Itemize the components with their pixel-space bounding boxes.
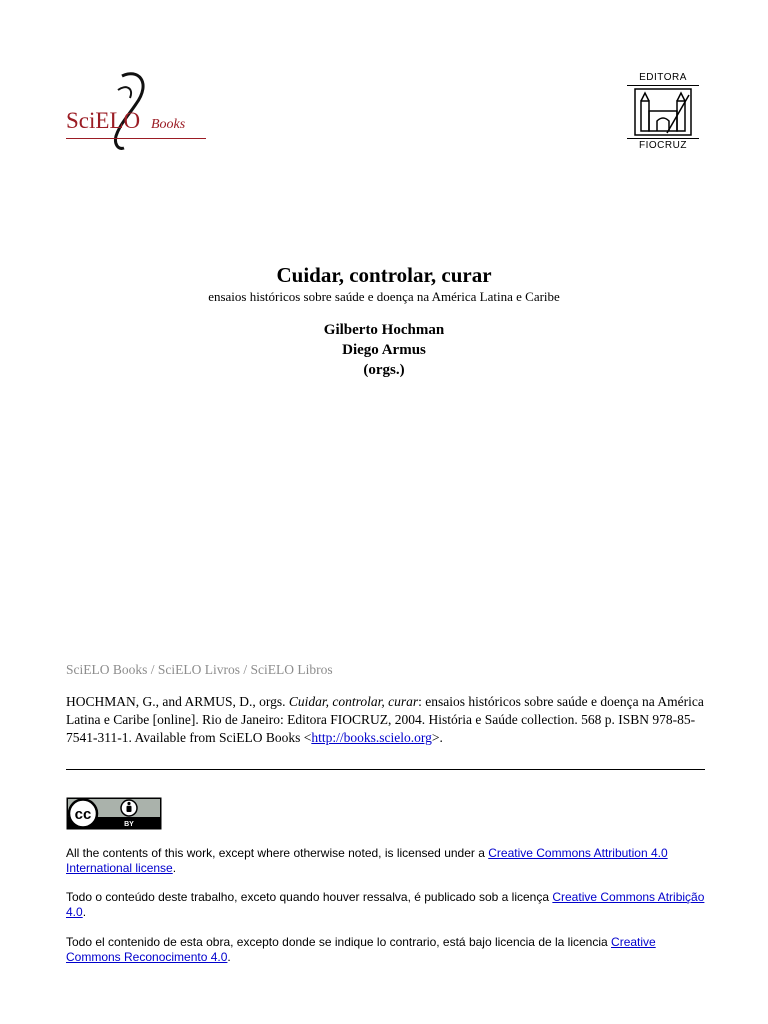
cc-by-badge[interactable] <box>66 797 162 830</box>
fiocruz-logo-rule-bottom <box>627 138 699 139</box>
fiocruz-logo-bottom-label: FIOCRUZ <box>639 140 687 151</box>
fiocruz-castle-icon <box>633 87 693 137</box>
scielo-logo-underline <box>66 138 206 139</box>
cc-mark: cc <box>74 806 92 823</box>
license-english-end: . <box>172 861 177 875</box>
license-portuguese-link[interactable]: Creative Commons Atribição 4.0 <box>66 890 705 919</box>
license-portuguese-text: Todo o conteúdo deste trabalho, exceto quando houver ressalva, é publicado sob a licença <box>66 890 553 904</box>
authors <box>0 320 768 380</box>
fiocruz-logo-top-label: EDITORA <box>639 72 687 83</box>
citation <box>66 693 706 747</box>
scielo-books-link[interactable]: http://books.scielo.org <box>311 730 432 745</box>
collection-line: SciELO Books / SciELO Livros / SciELO Libros <box>66 662 333 677</box>
license-english-link[interactable]: Creative Commons Attribution 4.0 International license <box>66 846 668 875</box>
author-name: Gilberto Hochman <box>323 322 445 338</box>
license-english <box>66 846 706 876</box>
citation-body: : ensaios históricos sobre saúde e doença na América Latina e Caribe [online]. Rio de Janeiro: Editora FIOCRUZ, 2004. História e Saúde collection. 568 p. ISBN 978-85-7541-311-1. Available from SciELO Books < <box>66 694 704 745</box>
license-spanish <box>66 935 706 965</box>
license-spanish-text: Todo el contenido de esta obra, excepto donde se indique lo contrario, está bajo licencia de la licencia <box>66 935 612 949</box>
scielo-brand: SciELO <box>66 108 141 133</box>
editora-fiocruz-logo <box>625 72 701 152</box>
citation-suffix: >. <box>431 730 443 745</box>
citation-prefix: HOCHMAN, G., and ARMUS, D., orgs. <box>66 694 289 709</box>
divider <box>66 769 705 770</box>
cc-by-icon <box>66 797 162 830</box>
citation-title: Cuidar, controlar, curar <box>288 694 419 709</box>
license-portuguese-end: . <box>82 905 87 919</box>
by-mark: BY <box>124 821 134 828</box>
title-block <box>0 262 768 380</box>
fiocruz-logo-rule-top <box>627 85 699 86</box>
license-spanish-link[interactable]: Creative Commons Reconocimento 4.0 <box>66 935 656 964</box>
author-name: Diego Armus <box>342 342 426 358</box>
license-spanish-end: . <box>227 950 231 964</box>
license-english-text: All the contents of this work, except where otherwise noted, is licensed under a <box>66 846 489 860</box>
book-subtitle: ensaios históricos sobre saúde e doença na América Latina e Caribe <box>208 289 560 304</box>
editors-note: (orgs.) <box>363 362 405 378</box>
scielo-books-label: Books <box>151 117 186 132</box>
scielo-books-logo <box>64 70 214 155</box>
book-title: Cuidar, controlar, curar <box>276 263 492 287</box>
license-portuguese <box>66 890 706 920</box>
